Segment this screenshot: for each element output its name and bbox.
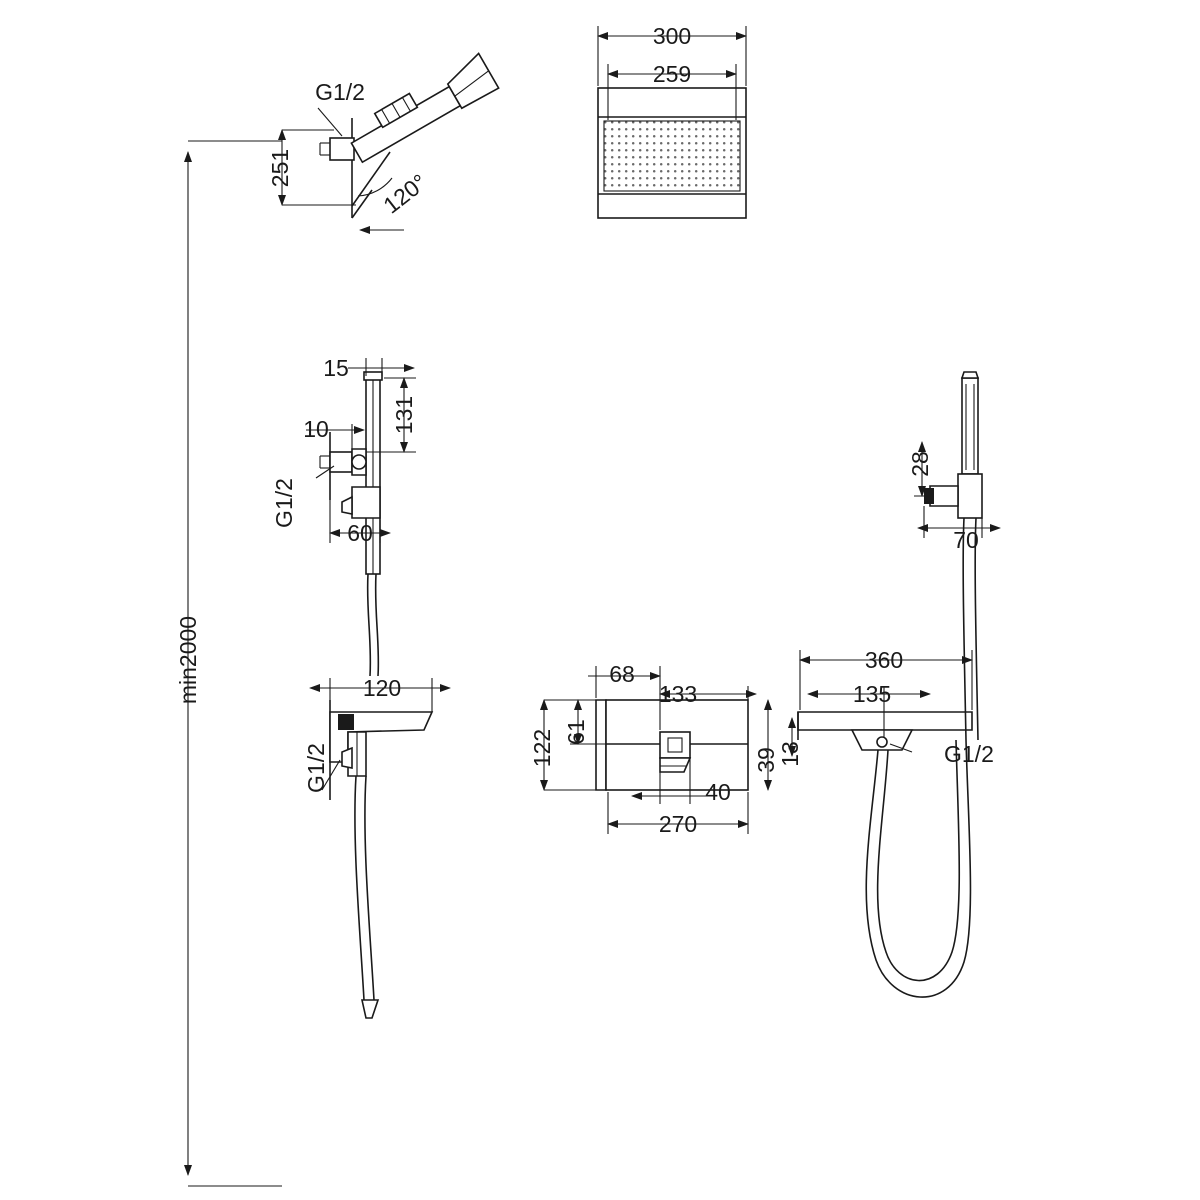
view-wall-spout [310, 678, 450, 1018]
label-300: 300 [652, 23, 692, 49]
label-g12-handset: G1/2 [944, 741, 994, 767]
label-g12-rail: G1/2 [271, 478, 297, 528]
label-131: 131 [391, 395, 417, 435]
label-120-degrees: 120° [378, 168, 432, 219]
label-259: 259 [652, 61, 692, 87]
label-251: 251 [267, 148, 293, 188]
label-40: 40 [705, 779, 731, 805]
label-15: 15 [323, 355, 349, 381]
dimension-min2000 [188, 141, 282, 1186]
label-10: 10 [303, 416, 329, 442]
label-122: 122 [529, 728, 555, 768]
label-g12-spout: G1/2 [303, 743, 329, 793]
view-shelf-with-handset [798, 372, 1000, 997]
label-120: 120 [362, 675, 402, 701]
label-60: 60 [347, 520, 373, 546]
label-61: 61 [563, 719, 589, 745]
label-68: 68 [609, 661, 635, 687]
label-28: 28 [907, 451, 933, 477]
label-g12-top: G1/2 [315, 79, 365, 105]
label-39: 39 [753, 747, 779, 773]
label-270: 270 [658, 811, 698, 837]
view-head-shower-face [598, 26, 746, 218]
label-133: 133 [658, 681, 698, 707]
label-13: 13 [777, 741, 803, 767]
label-135: 135 [852, 681, 892, 707]
label-360: 360 [864, 647, 904, 673]
label-min2000: min2000 [175, 615, 201, 705]
label-70: 70 [953, 527, 979, 553]
